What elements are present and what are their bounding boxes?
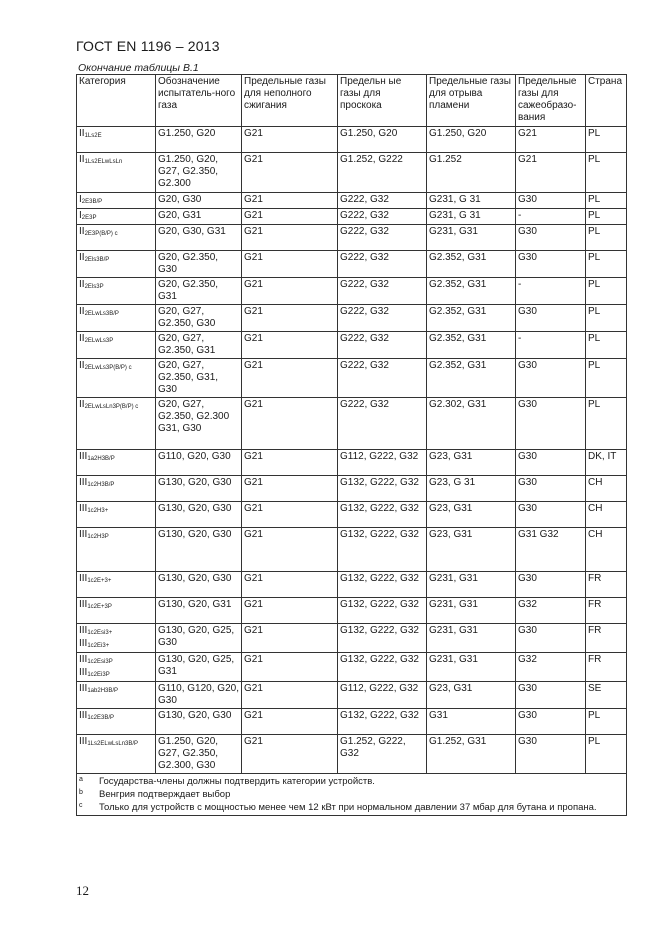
table-row: [77, 653, 627, 682]
category-cell: [77, 153, 156, 193]
country-cell: SE: [586, 682, 627, 709]
light-back-cell: G132, G222, G32: [338, 572, 427, 598]
flame-lift-cell: G23, G31: [427, 502, 516, 528]
incomplete-combustion-cell: G21: [242, 359, 338, 398]
flame-lift-cell: G2.352, G31: [427, 251, 516, 278]
test-gas-cell: G20, G30, G31: [156, 225, 242, 251]
light-back-cell: G132, G222, G32: [338, 709, 427, 735]
table-row: [77, 251, 627, 278]
light-back-cell: G1.252, G222: [338, 153, 427, 193]
country-cell: FR: [586, 598, 627, 624]
test-gas-cell: G130, G20, G30: [156, 528, 242, 572]
incomplete-combustion-cell: G21: [242, 598, 338, 624]
category-cell: [77, 193, 156, 209]
flame-lift-cell: G1.250, G20: [427, 127, 516, 153]
flame-lift-cell: G2.352, G31: [427, 332, 516, 359]
category-code: $III_{1c2Ei3+}$: [79, 638, 110, 649]
sooting-cell: G30: [516, 305, 586, 332]
light-back-cell: G222, G32: [338, 332, 427, 359]
flame-lift-cell: G231, G31: [427, 572, 516, 598]
light-back-cell: G222, G32: [338, 305, 427, 332]
test-gas-cell: G20, G30: [156, 193, 242, 209]
country-cell: PL: [586, 127, 627, 153]
country-cell: FR: [586, 653, 627, 682]
test-gas-cell: G130, G20, G25, G31: [156, 653, 242, 682]
incomplete-combustion-cell: G21: [242, 572, 338, 598]
incomplete-combustion-cell: G21: [242, 153, 338, 193]
column-header: Предельн ые газы для проскока: [338, 75, 427, 127]
document-title: ГОСТ EN 1196 – 2013: [76, 38, 220, 54]
sooting-cell: G30: [516, 735, 586, 774]
test-gas-cell: G130, G20, G31: [156, 598, 242, 624]
sooting-cell: -: [516, 278, 586, 305]
incomplete-combustion-cell: G21: [242, 502, 338, 528]
category-cell: [77, 209, 156, 225]
category-code: $III_{1c2Esi3+}$: [79, 625, 113, 636]
incomplete-combustion-cell: G21: [242, 682, 338, 709]
sooting-cell: G30: [516, 359, 586, 398]
footnote-c: $^c$ Только для устройств с мощностью менее чем 12 кВт при нормальном давлении 37 мбар для бутана и пропана.: [79, 802, 597, 813]
flame-lift-cell: G231, G31: [427, 624, 516, 653]
test-gas-cell: G20, G27, G2.350, G31, G30: [156, 359, 242, 398]
light-back-cell: G222, G32: [338, 359, 427, 398]
test-gas-cell: G20, G2.350, G30: [156, 251, 242, 278]
light-back-cell: G132, G222, G32: [338, 653, 427, 682]
column-header: Страна: [586, 75, 627, 127]
light-back-cell: G1.252, G222, G32: [338, 735, 427, 774]
category-cell: [77, 653, 156, 682]
country-cell: PL: [586, 359, 627, 398]
country-cell: PL: [586, 709, 627, 735]
sooting-cell: G30: [516, 398, 586, 450]
category-cell: [77, 251, 156, 278]
category-cell: [77, 332, 156, 359]
category-code: $III_{1c2H3+}$: [79, 503, 109, 514]
category-cell: [77, 359, 156, 398]
flame-lift-cell: G23, G 31: [427, 476, 516, 502]
test-gas-cell: G110, G20, G30: [156, 450, 242, 476]
flame-lift-cell: G1.252, G31: [427, 735, 516, 774]
notes-cell: [77, 774, 627, 816]
incomplete-combustion-cell: G21: [242, 653, 338, 682]
flame-lift-cell: G1.252: [427, 153, 516, 193]
country-cell: PL: [586, 153, 627, 193]
incomplete-combustion-cell: G21: [242, 193, 338, 209]
category-code: $III_{1c2H3B/P}$: [79, 477, 115, 488]
light-back-cell: G112, G222, G32: [338, 682, 427, 709]
table-row: [77, 502, 627, 528]
test-gas-cell: G130, G20, G30: [156, 572, 242, 598]
light-back-cell: G222, G32: [338, 278, 427, 305]
category-code: $II_{2E3P(B/P) c}$: [79, 226, 118, 237]
column-header: Предельные газы для отрыва пламени: [427, 75, 516, 127]
category-code: $II_{2ELwLs3P}$: [79, 333, 114, 344]
category-cell: [77, 127, 156, 153]
table-row: [77, 153, 627, 193]
table-row: [77, 278, 627, 305]
incomplete-combustion-cell: G21: [242, 398, 338, 450]
flame-lift-cell: G2.352, G31: [427, 305, 516, 332]
incomplete-combustion-cell: G21: [242, 251, 338, 278]
table-row: [77, 735, 627, 774]
country-cell: FR: [586, 572, 627, 598]
flame-lift-cell: G231, G31: [427, 598, 516, 624]
category-code: $III_{1c2E+3P}$: [79, 599, 112, 610]
flame-lift-cell: G231, G 31: [427, 209, 516, 225]
category-cell: [77, 598, 156, 624]
incomplete-combustion-cell: G21: [242, 332, 338, 359]
test-gas-cell: G1.250, G20, G27, G2.350, G2.300, G30: [156, 735, 242, 774]
country-cell: PL: [586, 225, 627, 251]
sooting-cell: G32: [516, 653, 586, 682]
country-cell: CH: [586, 528, 627, 572]
flame-lift-cell: G2.302, G31: [427, 398, 516, 450]
table-row: [77, 598, 627, 624]
table-row: [77, 209, 627, 225]
light-back-cell: G1.250, G20: [338, 127, 427, 153]
category-cell: [77, 278, 156, 305]
incomplete-combustion-cell: G21: [242, 624, 338, 653]
table-row: [77, 332, 627, 359]
category-cell: [77, 225, 156, 251]
category-code: $II_{2Els3B/P}$: [79, 252, 110, 263]
flame-lift-cell: G2.352, G31: [427, 359, 516, 398]
incomplete-combustion-cell: G21: [242, 225, 338, 251]
light-back-cell: G132, G222, G32: [338, 528, 427, 572]
table-row: [77, 572, 627, 598]
light-back-cell: G222, G32: [338, 193, 427, 209]
category-code: $II_{1Ls2E}$: [79, 128, 102, 139]
sooting-cell: G30: [516, 476, 586, 502]
page-number: 12: [76, 883, 89, 898]
light-back-cell: G132, G222, G32: [338, 598, 427, 624]
sooting-cell: G30: [516, 450, 586, 476]
category-code: $III_{1Ls2ELwLsLn3B/P}$: [79, 736, 139, 747]
light-back-cell: G222, G32: [338, 209, 427, 225]
table-row: [77, 193, 627, 209]
sooting-cell: G30: [516, 251, 586, 278]
table-row: [77, 359, 627, 398]
column-header: Предельные газы для сажеобразо-вания: [516, 75, 586, 127]
table-row: [77, 225, 627, 251]
category-cell: [77, 398, 156, 450]
category-cell: [77, 305, 156, 332]
table-caption: Окончание таблицы В.1: [78, 62, 199, 74]
category-code: $III_{1c2H3P}$: [79, 529, 109, 540]
category-code: $II_{2ELwLs3P(B/P) c}$: [79, 360, 132, 371]
country-cell: PL: [586, 305, 627, 332]
category-code: $III_{1ab2H3B/P}$: [79, 683, 119, 694]
light-back-cell: G222, G32: [338, 251, 427, 278]
notes-row: [77, 774, 627, 816]
flame-lift-cell: G231, G 31: [427, 193, 516, 209]
table-body: [77, 127, 627, 774]
table-row: [77, 398, 627, 450]
table-row: [77, 450, 627, 476]
category-cell: [77, 502, 156, 528]
test-gas-cell: G20, G27, G2.350, G31: [156, 332, 242, 359]
sooting-cell: G30: [516, 225, 586, 251]
flame-lift-cell: G2.352, G31: [427, 278, 516, 305]
country-cell: CH: [586, 476, 627, 502]
test-gas-cell: G110, G120, G20, G30: [156, 682, 242, 709]
test-gas-cell: G130, G20, G30: [156, 502, 242, 528]
category-code: $III_{1c2E3B/P}$: [79, 710, 115, 721]
incomplete-combustion-cell: G21: [242, 450, 338, 476]
country-cell: DK, IT: [586, 450, 627, 476]
category-code: $III_{1c2E+3+}$: [79, 573, 112, 584]
test-gas-cell: G20, G2.350, G31: [156, 278, 242, 305]
sooting-cell: G30: [516, 572, 586, 598]
category-cell: [77, 476, 156, 502]
sooting-cell: G21: [516, 153, 586, 193]
incomplete-combustion-cell: G21: [242, 278, 338, 305]
country-cell: PL: [586, 209, 627, 225]
sooting-cell: -: [516, 332, 586, 359]
category-cell: [77, 624, 156, 653]
sooting-cell: G30: [516, 193, 586, 209]
column-header: Категория: [77, 75, 156, 127]
country-cell: CH: [586, 502, 627, 528]
sooting-cell: G31 G32: [516, 528, 586, 572]
incomplete-combustion-cell: G21: [242, 709, 338, 735]
category-code: $II_{2ELwLs3B/P}$: [79, 306, 119, 317]
category-code: $II_{2ELwLsLn3P(B/P) c}$: [79, 399, 139, 410]
column-header: Предельные газы для неполного сжигания: [242, 75, 338, 127]
table-row: [77, 624, 627, 653]
category-cell: [77, 735, 156, 774]
flame-lift-cell: G31: [427, 709, 516, 735]
table-header-row: [77, 75, 627, 127]
flame-lift-cell: G231, G31: [427, 653, 516, 682]
test-gas-cell: G20, G31: [156, 209, 242, 225]
country-cell: PL: [586, 398, 627, 450]
sooting-cell: G30: [516, 502, 586, 528]
test-gas-cell: G20, G27, G2.350, G2.300 G31, G30: [156, 398, 242, 450]
test-gas-cell: G130, G20, G25, G30: [156, 624, 242, 653]
test-gas-cell: G130, G20, G30: [156, 476, 242, 502]
category-code: $I_{2E3P}$: [79, 210, 97, 221]
category-code: $I_{2E3B/P}$: [79, 194, 103, 205]
light-back-cell: G112, G222, G32: [338, 450, 427, 476]
category-code: $II_{1Ls2ELwLsLn}$: [79, 154, 123, 165]
sooting-cell: -: [516, 209, 586, 225]
category-cell: [77, 709, 156, 735]
table-row: [77, 528, 627, 572]
sooting-cell: G21: [516, 127, 586, 153]
country-cell: PL: [586, 278, 627, 305]
light-back-cell: G132, G222, G32: [338, 624, 427, 653]
sooting-cell: G30: [516, 709, 586, 735]
category-code: $III_{1a2H3B/P}$: [79, 451, 115, 462]
country-cell: PL: [586, 735, 627, 774]
table-row: [77, 682, 627, 709]
category-cell: [77, 572, 156, 598]
light-back-cell: G132, G222, G32: [338, 476, 427, 502]
category-cell: [77, 682, 156, 709]
gas-categories-table: [76, 74, 627, 816]
country-cell: PL: [586, 332, 627, 359]
category-code: $II_{2Els3P}$: [79, 279, 104, 290]
incomplete-combustion-cell: G21: [242, 305, 338, 332]
table-row: [77, 709, 627, 735]
test-gas-cell: G1.250, G20, G27, G2.350, G2.300: [156, 153, 242, 193]
test-gas-cell: G130, G20, G30: [156, 709, 242, 735]
sooting-cell: G32: [516, 598, 586, 624]
incomplete-combustion-cell: G21: [242, 476, 338, 502]
sooting-cell: G30: [516, 624, 586, 653]
light-back-cell: G222, G32: [338, 398, 427, 450]
incomplete-combustion-cell: G21: [242, 735, 338, 774]
category-cell: [77, 528, 156, 572]
test-gas-cell: G20, G27, G2.350, G30: [156, 305, 242, 332]
footnote-b: $^b$ Венгрия подтверждает выбор: [79, 789, 231, 800]
incomplete-combustion-cell: G21: [242, 528, 338, 572]
table-row: [77, 476, 627, 502]
footnote-a: $^a$ Государства-члены должны подтвердить категории устройств.: [79, 776, 375, 787]
test-gas-cell: G1.250, G20: [156, 127, 242, 153]
incomplete-combustion-cell: G21: [242, 209, 338, 225]
category-cell: [77, 450, 156, 476]
table-row: [77, 127, 627, 153]
incomplete-combustion-cell: G21: [242, 127, 338, 153]
category-code: $III_{1c2Esi3P}$: [79, 654, 113, 665]
category-code: $III_{1c2Ei3P}$: [79, 667, 110, 678]
flame-lift-cell: G23, G31: [427, 450, 516, 476]
sooting-cell: G30: [516, 682, 586, 709]
flame-lift-cell: G231, G31: [427, 225, 516, 251]
flame-lift-cell: G23, G31: [427, 682, 516, 709]
country-cell: PL: [586, 251, 627, 278]
flame-lift-cell: G23, G31: [427, 528, 516, 572]
table-row: [77, 305, 627, 332]
country-cell: PL: [586, 193, 627, 209]
light-back-cell: G132, G222, G32: [338, 502, 427, 528]
light-back-cell: G222, G32: [338, 225, 427, 251]
country-cell: FR: [586, 624, 627, 653]
column-header: Обозначение испытатель-ного газа: [156, 75, 242, 127]
